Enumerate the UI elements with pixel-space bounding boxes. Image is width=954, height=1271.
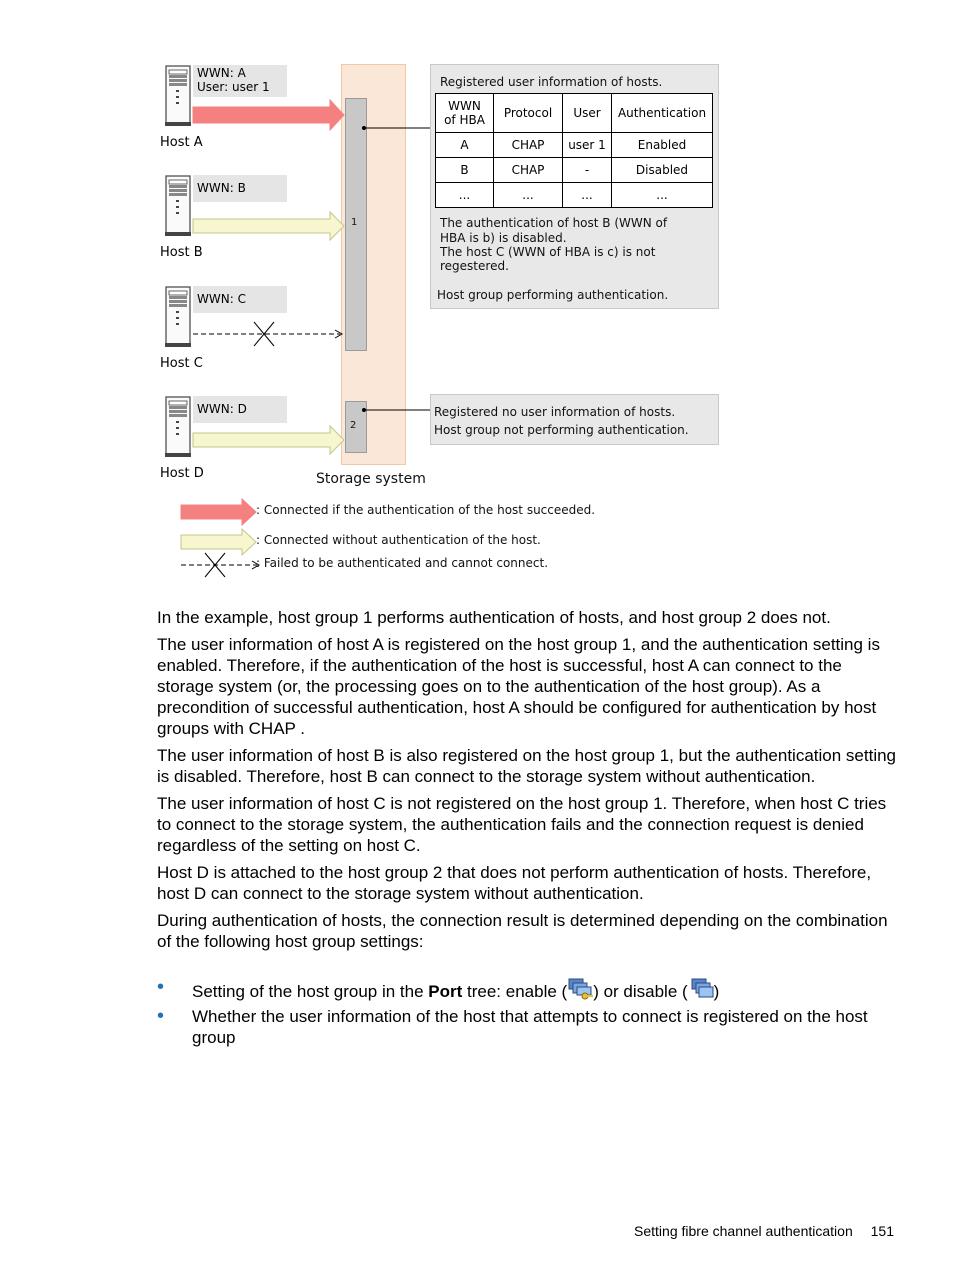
host-group-2-number: 2 — [350, 420, 357, 431]
table-row: A CHAP user 1 Enabled — [436, 133, 713, 158]
bullet-dot: • — [157, 976, 165, 998]
note-line-3: The host C (WWN of HBA is c) is not — [440, 245, 656, 259]
host-b-label: Host B — [160, 245, 203, 260]
host-b-yellow-arrow — [193, 212, 344, 240]
table-header-wwn: WWN of HBA — [436, 94, 494, 133]
host-group-disable-icon — [688, 977, 714, 1001]
note-line-4: regestered. — [440, 259, 509, 273]
table-row: ... ... ... ... — [436, 183, 713, 208]
host-a-server-icon — [165, 66, 191, 126]
host-a-wwn-box — [193, 65, 287, 97]
host-d-label: Host D — [160, 466, 204, 481]
paragraph-2: The user information of host A is registered on the host group 1, and the authentication setting is enabled. Therefore, if the authentication of the host is successful, host A can connect to the storage system (or, the processing goes on to the authentication of the host group). As a precondition of successful authentication, host A should be configured for authentication by host groups with CHAP . — [157, 635, 880, 738]
registered-user-table — [435, 93, 713, 208]
legend-dashed-text: : Failed to be authenticated and cannot connect. — [256, 556, 549, 570]
host-d-server-icon — [165, 397, 191, 457]
paragraph-6: During authentication of hosts, the connection result is determined depending on the combination of the following host group settings: — [157, 911, 888, 951]
legend-yellow-arrow — [181, 529, 256, 555]
note-line-2: HBA is b) is disabled. — [440, 231, 567, 245]
host-a-red-arrow — [193, 100, 344, 130]
legend-red-text: : Connected if the authentication of the host succeeded. — [256, 503, 596, 517]
host-c-wwn-box: WWN: C — [193, 286, 287, 313]
host-b-wwn-box: WWN: B — [193, 175, 287, 202]
note-line-5: Host group performing authentication. — [437, 288, 669, 302]
host-a-label: Host A — [160, 135, 203, 150]
host-a-wwn: WWN: A — [197, 66, 246, 80]
table-header-authentication: Authentication — [612, 94, 713, 133]
page-number: 151 — [870, 1223, 894, 1239]
host-c-server-icon — [165, 287, 191, 347]
host-a-user: User: user 1 — [197, 80, 270, 94]
table-header-user: User — [563, 94, 612, 133]
box2-line-1: Registered no user information of hosts. — [434, 405, 676, 419]
bullet-item-port-setting: • Setting of the host group in the Port tree: enable ( ) or disable ( ) — [157, 976, 720, 1001]
paragraph-4: The user information of host C is not registered on the host group 1. Therefore, when host C tries to connect to the storage system, the authentication fails and the connection request is denied regardless of the setting on host C. — [157, 794, 887, 855]
paragraph-1: In the example, host group 1 performs authentication of hosts, and host group 2 does not. — [157, 608, 831, 627]
host-group-enable-icon — [567, 977, 593, 1001]
host-group-1-number: 1 — [351, 217, 358, 228]
box2-line-2: Host group not performing authentication. — [434, 423, 689, 437]
no-user-info-box — [430, 394, 719, 445]
legend-red-arrow — [181, 499, 256, 525]
host-c-label: Host C — [160, 356, 203, 371]
bullet-item-user-info: • Whether the user information of the host that attempts to connect is registered on the host group — [157, 1005, 868, 1047]
note-line-1: The authentication of host B (WWN of — [440, 216, 668, 230]
bullet-dot: • — [157, 1005, 165, 1027]
paragraph-3: The user information of host B is also registered on the host group 1, but the authentication setting is disabled. Therefore, host B can connect to the storage system without authentication. — [157, 746, 897, 786]
host-d-yellow-arrow — [193, 426, 344, 454]
table-row: B CHAP - Disabled — [436, 158, 713, 183]
port-bold-label: Port — [428, 982, 463, 1001]
host-d-wwn-box: WWN: D — [193, 396, 287, 423]
legend-yellow-text: : Connected without authentication of the host. — [256, 533, 541, 547]
table-header-protocol: Protocol — [494, 94, 563, 133]
storage-system-label: Storage system — [316, 471, 426, 487]
paragraph-5: Host D is attached to the host group 2 that does not perform authentication of hosts. Therefore, host D can connect to the storage system without authentication. — [157, 863, 872, 903]
host-b-server-icon — [165, 176, 191, 236]
footer-section-title: Setting fibre channel authentication — [634, 1223, 853, 1239]
registered-info-title: Registered user information of hosts. — [440, 75, 663, 89]
page-footer — [634, 1223, 894, 1239]
